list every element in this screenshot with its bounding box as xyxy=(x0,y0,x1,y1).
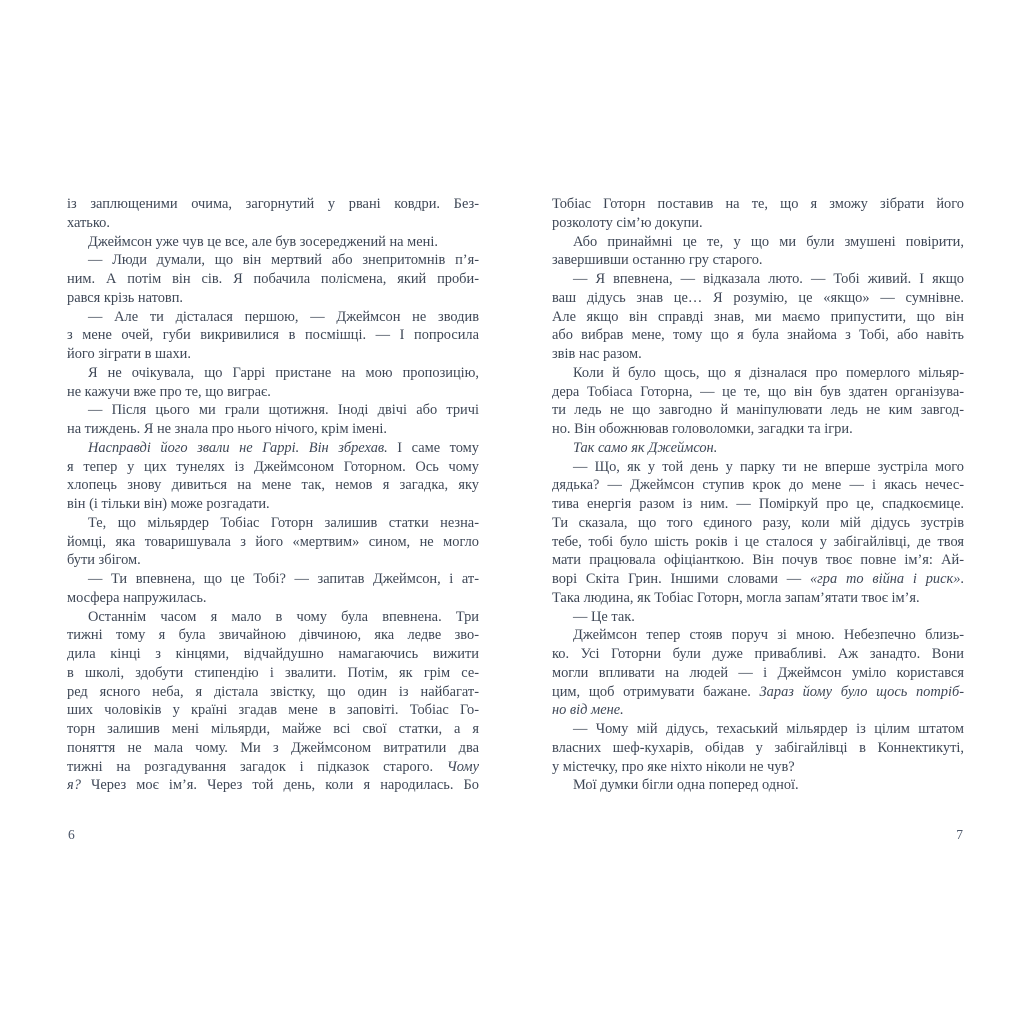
text-line xyxy=(552,533,964,552)
text-segment: Я не очікувала, що Гаррі пристане на мою пропозицію, xyxy=(88,364,479,381)
text-line xyxy=(552,420,964,439)
text-segment: ти ледь не що завгодно й маніпулювати ледь не ким завгод- xyxy=(552,402,964,419)
text-segment: в школі, здобути стипендію і звалити. Потім, як грім се- xyxy=(67,664,479,681)
text-line xyxy=(552,345,964,364)
text-segment: — Чому мій дідусь, техаський мільярдер із цілим штатом xyxy=(573,721,964,737)
text-line xyxy=(552,233,964,252)
text-line xyxy=(67,251,479,270)
text-line xyxy=(552,458,964,477)
text-line xyxy=(67,364,479,383)
text-line xyxy=(67,514,479,533)
text-line xyxy=(552,683,964,702)
text-line xyxy=(552,776,964,795)
text-line xyxy=(67,420,479,439)
text-segment: — Люди думали, що він мертвий або знепритомнів п’я- xyxy=(88,252,479,269)
text-segment: його зіграти в шахи. xyxy=(67,346,191,362)
text-segment: тижні на розгадування загадок і підказок старого. xyxy=(67,758,447,775)
text-line xyxy=(67,720,479,739)
text-segment: Але якщо він справді знав, ми маємо припустити, що він xyxy=(552,308,964,325)
text-segment: хатько. xyxy=(67,214,110,231)
text-segment: він (і тільки він) може розгадати. xyxy=(67,496,270,512)
text-line xyxy=(67,270,479,289)
text-segment: Те, що мільярдер Тобіас Готорн залишив статки незна- xyxy=(88,514,479,531)
text-line xyxy=(67,495,479,514)
text-line xyxy=(67,758,479,777)
text-segment: власних шеф-кухарів, обідав у забігайлівці в Коннектикуті, xyxy=(552,739,964,756)
text-segment: — Ти впевнена, що це Тобі? — запитав Джеймсон, і ат- xyxy=(88,571,479,587)
text-line xyxy=(67,589,479,608)
text-segment: я тепер у цих тунелях із Джеймсоном Готорном. Ось чому xyxy=(67,458,479,475)
text-segment: тива енергія разом із ним. — Поміркуй про це, спадкоємице. xyxy=(552,496,964,512)
text-segment: . xyxy=(960,571,964,587)
text-segment: з мене очей, губи викривилися в посмішці. — І попросила xyxy=(67,327,479,344)
text-line xyxy=(552,214,964,233)
text-line xyxy=(552,589,964,608)
text-segment: — Це так. xyxy=(573,608,635,625)
text-segment: Або принаймні це те, у що ми були змушені повірити, xyxy=(573,233,964,250)
text-line xyxy=(67,533,479,552)
text-line xyxy=(552,720,964,739)
text-line xyxy=(67,195,479,214)
text-line xyxy=(552,758,964,777)
text-line xyxy=(67,401,479,420)
text-line xyxy=(552,308,964,327)
text-segment: тебе, тобі було шість років і це сталося у забігайлівці, де твоя xyxy=(552,533,964,550)
text-segment: звів нас разом. xyxy=(552,346,642,362)
text-line xyxy=(67,289,479,308)
text-line xyxy=(67,383,479,402)
text-segment: із заплющеними очима, загорнутий у рвані ковдри. Без- xyxy=(67,196,479,212)
text-line xyxy=(552,251,964,270)
text-line xyxy=(552,326,964,345)
text-line xyxy=(67,458,479,477)
text-segment-italic: Зараз йому було щось потріб- xyxy=(759,683,964,700)
text-segment: Джеймсон тепер стояв поруч зі мною. Небезпечно близь- xyxy=(573,627,964,644)
text-segment: Останнім часом я мало в чому була впевнена. Три xyxy=(88,608,479,625)
page-right-text xyxy=(552,195,964,795)
text-segment: Така людина, як Тобіас Готорн, могла запам’ятати твоє ім’я. xyxy=(552,589,920,606)
text-segment: завершивши останню гру старого. xyxy=(552,252,763,269)
text-segment: мосфера напружилась. xyxy=(67,589,207,606)
text-segment: поняття не мала чому. Ми з Джеймсоном витратили два xyxy=(67,739,479,756)
text-segment: мати працювала офіціанткою. Він почув твоє повне ім’я: Ай- xyxy=(552,552,964,569)
text-segment: тижні тому я була звичайною дівчиною, яка ледве зво- xyxy=(67,627,479,644)
text-segment: І саме тому xyxy=(387,439,479,456)
text-line xyxy=(67,683,479,702)
text-line xyxy=(552,514,964,533)
text-line xyxy=(552,195,964,214)
text-line xyxy=(552,364,964,383)
text-segment: Через моє ім’я. Через той день, коли я народилась. Бо xyxy=(80,777,479,794)
text-line xyxy=(67,233,479,252)
text-line xyxy=(552,495,964,514)
text-segment: йомці, яка товаришувала з його «мертвим» сином, не могло xyxy=(67,533,479,550)
text-segment: у містечку, про яке ніхто ніколи не чув? xyxy=(552,758,795,775)
text-segment: дила кінці з кінцями, відчайдушно намагаючись вижити xyxy=(67,646,479,662)
text-line xyxy=(552,439,964,458)
text-line xyxy=(67,776,479,795)
text-segment: — Після цього ми грали щотижня. Іноді двічі або тричі xyxy=(88,402,479,419)
text-segment: Коли й було щось, що я дізналася про померлого мільяр- xyxy=(573,364,964,381)
text-line xyxy=(67,308,479,327)
text-segment: могли впливати на людей — і Джеймсон уміло користався xyxy=(552,664,964,681)
page-number-right: 7 xyxy=(956,827,963,842)
text-line xyxy=(67,214,479,233)
text-line xyxy=(67,645,479,664)
text-line xyxy=(67,739,479,758)
text-line xyxy=(67,608,479,627)
text-line xyxy=(67,439,479,458)
text-line xyxy=(67,345,479,364)
text-segment: бути збігом. xyxy=(67,552,141,569)
text-segment: хлопець знову дивиться на мене так, немов я загадка, яку xyxy=(67,477,479,494)
text-segment: Мої думки бігли одна поперед одної. xyxy=(573,777,799,794)
text-segment: не кажучи вже про те, що виграє. xyxy=(67,383,271,400)
text-segment-italic: «гра то війна і риск» xyxy=(809,571,961,587)
text-segment: — Що, як у той день у парку ти не вперше зустріла мого xyxy=(573,458,964,475)
text-line xyxy=(67,664,479,683)
text-segment: ваш дідусь знав це… Я розумію, це «якщо» — сумнівне. xyxy=(552,289,964,306)
text-line xyxy=(552,626,964,645)
text-segment: цим, щоб отримувати бажане. xyxy=(552,683,760,700)
text-segment: на тиждень. Я не знала про нього нічого, крім імені. xyxy=(67,421,387,437)
text-segment: розколоту сім’ю докупи. xyxy=(552,214,703,231)
text-segment: дядька? — Джеймсон ступив крок до мене — і якась нечес- xyxy=(552,477,964,494)
text-line xyxy=(552,570,964,589)
text-line xyxy=(552,476,964,495)
text-line xyxy=(552,551,964,570)
text-segment-italic: Насправді його звали не Гаррі. Він збрехав. xyxy=(88,439,388,456)
text-segment: торн залишив мені мільярди, майже всі свої статки, а я xyxy=(67,721,479,737)
text-segment-italic: но від мене. xyxy=(552,702,624,719)
text-line xyxy=(552,289,964,308)
text-line xyxy=(552,739,964,758)
page-number-left: 6 xyxy=(68,827,75,842)
text-line xyxy=(552,383,964,402)
text-line xyxy=(552,664,964,683)
text-segment: — Але ти дісталася першою, — Джеймсон не зводив xyxy=(88,308,479,325)
text-segment: — Я впевнена, — відказала люто. — Тобі живий. І якщо xyxy=(573,271,964,287)
text-line xyxy=(67,626,479,645)
text-segment: Тобіас Готорн поставив на те, що я зможу зібрати його xyxy=(552,196,964,212)
text-segment-italic: Чому xyxy=(446,758,479,775)
text-segment: ко. Усі Готорни були дуже привабливі. Аж занадто. Вони xyxy=(552,646,964,662)
text-segment: або вибрав мене, тому що я була знайома з Тобі, або навіть xyxy=(552,327,964,344)
page-left-text xyxy=(67,195,479,795)
text-segment: рався крізь натовп. xyxy=(67,289,184,306)
text-line xyxy=(552,401,964,420)
text-segment: Джеймсон уже чув це все, але був зосереджений на мені. xyxy=(88,233,438,250)
text-line xyxy=(552,645,964,664)
text-segment: но. Він обожнював головоломки, загадки та ігри. xyxy=(552,421,853,437)
page-left xyxy=(67,195,479,895)
text-line xyxy=(67,326,479,345)
page-right xyxy=(552,195,964,895)
text-line xyxy=(67,476,479,495)
text-segment: дера Тобіаса Готорна, — це те, що він був здатен організува- xyxy=(552,383,964,400)
text-segment: ним. А потім він сів. Я побачила полісмена, який проби- xyxy=(67,271,479,287)
text-line xyxy=(552,701,964,720)
text-segment: ворі Скіта Грин. Іншими словами — xyxy=(552,571,810,587)
text-segment-italic: я? xyxy=(67,777,81,794)
text-line xyxy=(67,570,479,589)
text-segment-italic: Так само як Джеймсон. xyxy=(573,439,718,456)
text-segment: ред ясного неба, я дістала звістку, що один із найбагат- xyxy=(67,683,479,700)
text-line xyxy=(67,551,479,570)
text-segment: Ти сказала, що того єдиного разу, коли мій дідусь зустрів xyxy=(552,514,964,531)
text-line xyxy=(552,270,964,289)
text-segment: ших чоловіків у країні згадав мене в заповіті. Тобіас Го- xyxy=(67,702,479,719)
text-line xyxy=(552,608,964,627)
text-line xyxy=(67,701,479,720)
